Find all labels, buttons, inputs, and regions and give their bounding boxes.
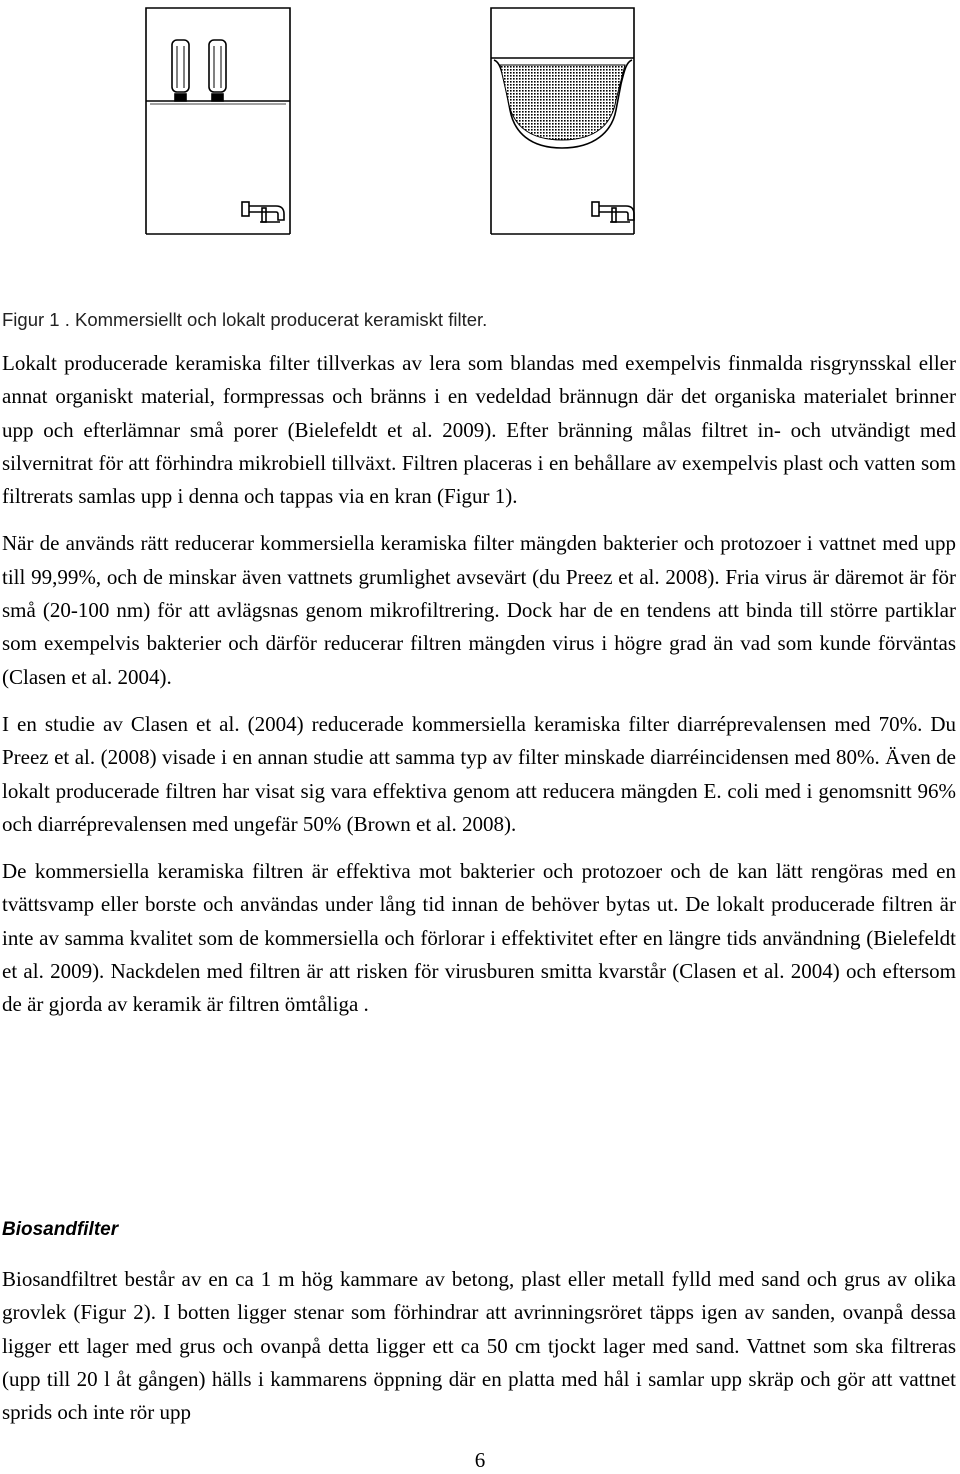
paragraph-ceramic-filter-studies: I en studie av Clasen et al. (2004) reducerade kommersiella keramiska filter diarréprevalensen med 70%. Du Preez et al. (2008) visade i en annan studie att samma typ av filter minskade diarréincidensen med 80%. Även de lokalt producerade filtren har visat sig vara effektiva genom att reducera mängden E. coli med i genomsnitt 96% och diarréprevalensen med ungefär 50% (Brown et al. 2008). (2, 711, 956, 836)
paragraph-biosandfilter: Biosandfiltret består av en ca 1 m hög kammare av betong, plast eller metall fylld med sand och grus av olika grovlek (Figur 2). I botten ligger stenar som förhindrar att avrinningsröret täpps igen av sanden, ovanpå dessa ligger ett lager med grus och ovanpå detta ligger ett ca 50 cm tjockt lager med sand. Vattnet som ska filtreras (upp till 20 l åt gången) hälls i kammarens öppning där en platta med hål i samlar upp skräp och gör att vattnet sprids och inte rör upp (2, 1267, 956, 1425)
page-number: 6 (474, 1448, 486, 1472)
paragraph-ceramic-filter-effectiveness: När de används rätt reducerar kommersiella keramiska filter mängden bakterier och protozoer i vattnet med upp till 99,99%, och de minskar även vattnets grumlighet avsevärt (du Preez et al. 2008). Fria virus är däremot är för små (20-100 nm) för att avlägsnas genom mikrofiltrering. Dock har de en tendens att binda till större partiklar som exempelvis bakterier och därför reducerar filtren mängden virus i högre grad än vad som kunde förväntas (Clasen et al. 2004). (2, 531, 956, 689)
paragraph-ceramic-filter-pros-cons: De kommersiella keramiska filtren är effektiva mot bakterier och protozoer och de kan lätt rengöras med en tvättsvamp eller borste och användas under lång tid innan de behöver bytas ut. De lokalt producerade filtren är inte av samma kvalitet som de kommersiella och förlorar i effektivitet efter en längre tids användning (Bielefeldt et al. 2009). Nackdelen med filtren är att risken för virusburen smitta kvarstår (Clasen et al. 2004) och eftersom de är gjorda av keramik är filtren ömtåliga . (2, 859, 956, 1017)
commercial-filter-drawing (146, 8, 290, 234)
figure-ceramic-filters (0, 0, 960, 300)
paragraph-ceramic-filter-production: Lokalt producerade keramiska filter tillverkas av lera som blandas med exempelvis finmalda risgrynsskal eller annat organiskt material, formpressas och bränns i en vedeldad brännugn där det organiska materialet brinner upp och efterlämnar små porer (Bielefeldt et al. 2009). Efter bränning målas filtret in- och utvändigt med silvernitrat för att förhindra mikrobiell tillväxt. Filtren placeras i en behållare av exempelvis plast och vatten som filtrerats samlas upp i denna och tappas via en kran (Figur 1). (2, 351, 956, 509)
body-text (2, 347, 956, 1022)
section-heading-biosandfilter: Biosandfilter (2, 1219, 119, 1240)
figure-caption: Figur 1 . Kommersiellt och lokalt producerat keramiskt filter. (2, 309, 488, 330)
local-filter-drawing (491, 8, 634, 234)
section-text (2, 1263, 956, 1429)
